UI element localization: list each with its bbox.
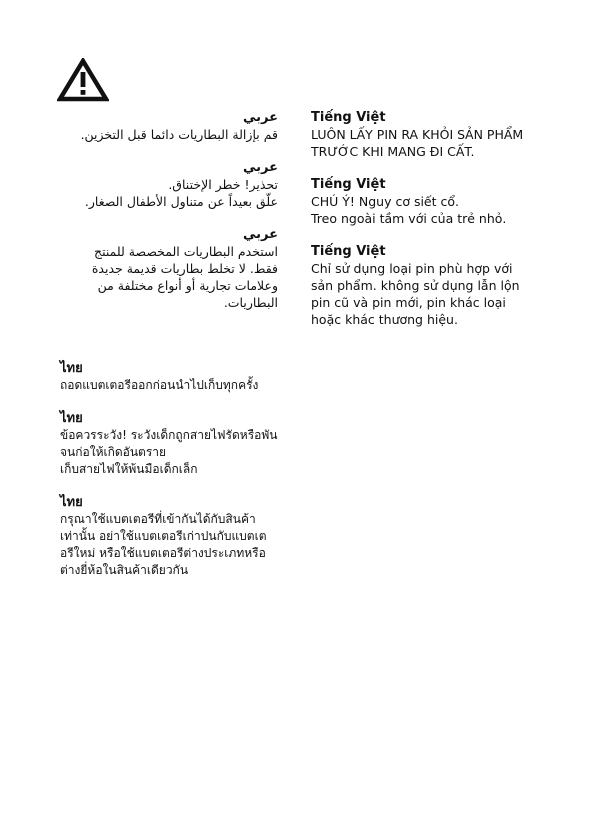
arabic-section-battery-removal xyxy=(60,109,278,143)
arabic-text-line: تحذير! خطر الإختناق. xyxy=(168,177,278,192)
thai-text-line: อรีใหม่ หรือใช้แบตเตอรีต่างประเภทหรือ xyxy=(60,546,266,560)
arabic-text-line: فقط. لا تخلط بطاريات قديمة جديدة xyxy=(91,261,278,276)
thai-section-strangulation xyxy=(60,410,300,478)
thai-section-battery-type xyxy=(60,494,300,579)
thai-heading: ไทย xyxy=(60,495,83,510)
vietnamese-heading: Tiếng Việt xyxy=(311,244,386,259)
arabic-text-line: استخدم البطاريات المخصصة للمنتج xyxy=(94,244,278,259)
arabic-heading: عربي xyxy=(242,160,278,175)
thai-section-battery-removal xyxy=(60,360,300,394)
thai-column xyxy=(60,360,300,595)
thai-text-line: ต่างยี่ห้อในสินค้าเดียวกัน xyxy=(60,563,189,577)
arabic-heading: عربي xyxy=(242,110,278,125)
vietnamese-section-strangulation xyxy=(311,176,551,227)
thai-text-line: เท่านั้น อย่าใช้แบตเตอรีเก่าปนกับแบตเต xyxy=(60,529,267,543)
vietnamese-text-line: LUÔN LẤY PIN RA KHỎI SẢN PHẨM xyxy=(311,127,524,142)
vietnamese-section-battery-type xyxy=(311,243,551,328)
warning-triangle-icon xyxy=(57,58,109,102)
vietnamese-text-line: pin cũ và pin mới, pin khác loại xyxy=(311,295,506,310)
arabic-text-line: قم بإزالة البطاريات دائما قبل التخزين. xyxy=(80,127,278,142)
vietnamese-section-battery-removal xyxy=(311,109,551,160)
thai-text-line: ข้อควรระวัง! ระวังเด็กถูกสายไฟรัดหรือพัน xyxy=(60,428,278,442)
vietnamese-text-line: sản phẩm. không sử dụng lẫn lộn xyxy=(311,278,520,293)
thai-heading: ไทย xyxy=(60,411,83,426)
thai-text-line: ถอดแบตเตอรีออกก่อนนำไปเก็บทุกครั้ง xyxy=(60,378,259,392)
vietnamese-text-line: hoặc khác thương hiệu. xyxy=(311,312,458,327)
thai-text-line: จนก่อให้เกิดอันตราย xyxy=(60,445,167,459)
arabic-section-battery-type xyxy=(60,226,278,311)
thai-text-line: กรุณาใช้แบตเตอรีที่เข้ากันได้กับสินค้า xyxy=(60,512,256,526)
vietnamese-heading: Tiếng Việt xyxy=(311,110,386,125)
arabic-text-line: البطاريات. xyxy=(223,295,278,310)
arabic-column xyxy=(60,109,278,327)
arabic-text-line: علّق بعيداً عن متناول الأطفال الصغار. xyxy=(84,194,278,209)
vietnamese-text-line: TRƯỚC KHI MANG ĐI CẤT. xyxy=(311,144,475,159)
thai-text-line: เก็บสายไฟให้พ้นมือเด็กเล็ก xyxy=(60,462,198,476)
arabic-section-strangulation xyxy=(60,159,278,210)
vietnamese-text-line: CHÚ Ý! Nguy cơ siết cổ. xyxy=(311,194,459,209)
arabic-heading: عربي xyxy=(242,227,278,242)
arabic-text-line: وعلامات تجارية أو أنواع مختلفة من xyxy=(97,278,278,293)
vietnamese-text-line: Treo ngoài tầm với của trẻ nhỏ. xyxy=(311,211,507,226)
thai-heading: ไทย xyxy=(60,361,83,376)
vietnamese-text-line: Chỉ sử dụng loại pin phù hợp với xyxy=(311,261,513,276)
vietnamese-column xyxy=(311,109,551,344)
vietnamese-heading: Tiếng Việt xyxy=(311,177,386,192)
